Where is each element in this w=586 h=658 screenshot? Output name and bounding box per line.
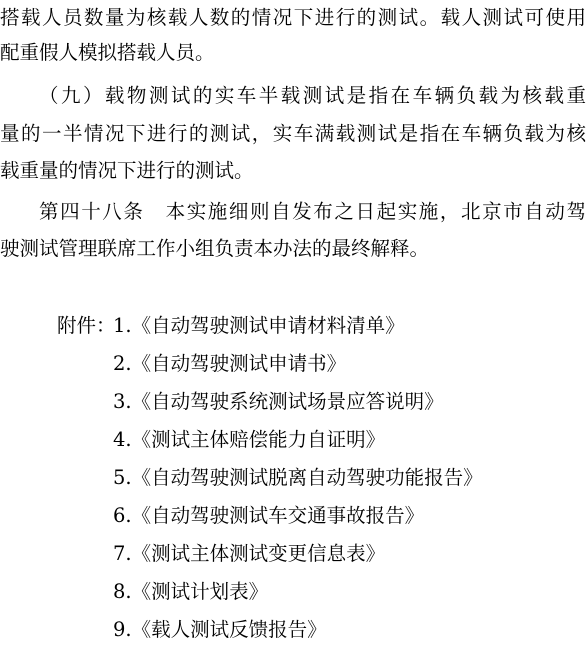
paragraph-line: 第四十八条 本实施细则自发布之日起实施，北京市自动驾 xyxy=(39,200,586,223)
paragraph-line: 搭载人员数量为核载人数的情况下进行的测试。载人测试可使用 xyxy=(0,6,586,29)
attachment-title: 《自动驾驶测试申请书》 xyxy=(131,352,347,375)
attachment-item xyxy=(113,542,385,566)
attachment-number: 5. xyxy=(113,466,132,489)
attachment-item xyxy=(113,352,346,376)
attachment-title: 《载人测试反馈报告》 xyxy=(131,618,327,641)
paragraph-line: 载重量的情况下进行的测试。 xyxy=(0,159,254,182)
attachment-number: 3. xyxy=(113,390,132,413)
attachment-title: 《自动驾驶测试车交通事故报告》 xyxy=(131,504,425,527)
attachment-number: 6. xyxy=(113,504,132,527)
attachment-number: 4. xyxy=(113,428,132,451)
attachment-item xyxy=(113,428,385,452)
attachment-number: 8. xyxy=(113,580,132,603)
attachment-item xyxy=(113,314,405,338)
attachment-number: 7. xyxy=(113,542,132,565)
attachment-title: 《自动驾驶测试申请材料清单》 xyxy=(131,314,405,337)
paragraph-line: （九）载物测试的实车半载测试是指在车辆负载为核载重 xyxy=(39,84,586,107)
attachment-item xyxy=(113,580,268,604)
paragraph-line: 配重假人模拟搭载人员。 xyxy=(0,41,215,64)
attachment-item xyxy=(113,466,483,490)
attachments-label: 附件： xyxy=(57,314,116,337)
attachment-item xyxy=(113,504,424,528)
attachment-title: 《测试主体测试变更信息表》 xyxy=(131,542,386,565)
attachment-title: 《自动驾驶测试脱离自动驾驶功能报告》 xyxy=(131,466,483,489)
attachment-title: 《自动驾驶系统测试场景应答说明》 xyxy=(131,390,444,413)
attachment-title: 《测试主体赔偿能力自证明》 xyxy=(131,428,386,451)
paragraph-line: 量的一半情况下进行的测试，实车满载测试是指在车辆负载为核 xyxy=(0,122,586,145)
attachment-number: 1. xyxy=(113,314,132,337)
paragraph-line: 驶测试管理联席工作小组负责本办法的最终解释。 xyxy=(0,237,430,260)
attachment-item xyxy=(113,390,444,414)
attachment-title: 《测试计划表》 xyxy=(131,580,269,603)
attachment-item xyxy=(113,618,327,642)
attachment-number: 9. xyxy=(113,618,132,641)
attachment-number: 2. xyxy=(113,352,132,375)
